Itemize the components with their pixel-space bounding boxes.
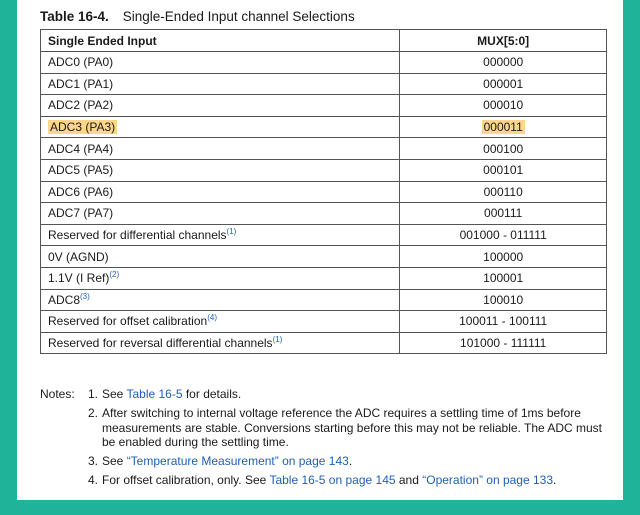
footnote-ref[interactable]: (4)	[207, 313, 217, 323]
mux-cell	[400, 203, 607, 225]
mux-value: 000101	[483, 163, 524, 178]
input-cell	[41, 267, 400, 289]
note-number: 4.	[88, 473, 99, 487]
input-name: ADC3 (PA3)	[50, 120, 116, 135]
mux-value: 001000 - 011111	[459, 228, 547, 243]
mux-value: 000010	[483, 98, 524, 113]
input-cell	[41, 311, 400, 333]
note-text: for details.	[182, 387, 242, 401]
input-cell	[41, 159, 400, 181]
input-name: Reserved for reversal differential channels	[48, 336, 273, 351]
input-name: Reserved for differential channels	[48, 228, 227, 243]
note-text: See	[102, 454, 127, 468]
table-row	[41, 52, 607, 74]
input-cell	[41, 52, 400, 74]
input-cell	[41, 73, 400, 95]
mux-cell	[400, 73, 607, 95]
input-name: 1.1V (I Ref)	[48, 271, 110, 286]
input-cell	[41, 289, 400, 311]
input-name: 0V (AGND)	[48, 249, 109, 264]
table-caption	[40, 9, 355, 25]
note-number: 2.	[88, 406, 99, 420]
table-row	[41, 73, 607, 95]
mux-value: 101000 - 111111	[460, 336, 547, 351]
mux-value: 000111	[484, 206, 523, 221]
input-name: ADC0 (PA0)	[48, 55, 114, 70]
table-title: Single-Ended Input channel Selections	[122, 9, 355, 24]
mux-selection-table	[40, 29, 607, 354]
mux-cell	[400, 332, 607, 354]
input-cell	[41, 332, 400, 354]
table-row	[41, 138, 607, 160]
mux-cell	[400, 95, 607, 117]
input-name: ADC5 (PA5)	[48, 163, 114, 178]
footnote-ref[interactable]: (3)	[80, 291, 90, 301]
mux-cell	[400, 289, 607, 311]
note-text: See	[102, 387, 127, 401]
mux-cell	[400, 311, 607, 333]
temperature-measurement-link[interactable]: “Temperature Measurement” on page 143	[126, 454, 349, 468]
input-name: ADC1 (PA1)	[48, 76, 114, 91]
table-header-row	[41, 30, 607, 52]
input-cell	[41, 203, 400, 225]
operation-link[interactable]: “Operation” on page 133	[422, 473, 554, 487]
table-row	[41, 332, 607, 354]
input-name: ADC2 (PA2)	[48, 98, 114, 113]
note-number: 1.	[88, 387, 99, 401]
table-body	[41, 52, 607, 354]
note-number: 3.	[88, 454, 99, 468]
mux-value: 100000	[483, 249, 524, 264]
mux-cell	[400, 52, 607, 74]
mux-cell	[400, 181, 607, 203]
input-name: ADC7 (PA7)	[48, 206, 114, 221]
mux-cell	[400, 159, 607, 181]
input-cell	[41, 116, 400, 138]
mux-value: 100011 - 100111	[459, 314, 548, 329]
notes-label: Notes:	[40, 387, 75, 401]
table-row	[41, 159, 607, 181]
input-cell	[41, 181, 400, 203]
column-header-mux: MUX[5:0]	[400, 30, 607, 52]
input-cell	[41, 224, 400, 246]
mux-cell	[400, 224, 607, 246]
mux-value: 000000	[483, 55, 524, 70]
table-row	[41, 224, 607, 246]
mux-value: 000001	[483, 76, 524, 91]
input-cell	[41, 138, 400, 160]
table-16-5-page-link[interactable]: Table 16-5 on page 145	[269, 473, 396, 487]
note-3	[88, 454, 618, 469]
table-row	[41, 311, 607, 333]
column-header-input: Single Ended Input	[41, 30, 400, 52]
table-row	[41, 289, 607, 311]
mux-cell	[400, 116, 607, 138]
note-text: .	[553, 473, 557, 487]
mux-cell	[400, 138, 607, 160]
note-1	[88, 387, 618, 402]
input-cell	[41, 95, 400, 117]
note-text: For offset calibration, only. See	[102, 473, 270, 487]
table-row	[41, 181, 607, 203]
input-name: ADC4 (PA4)	[48, 141, 114, 156]
table-row	[41, 203, 607, 225]
input-name: ADC6 (PA6)	[48, 184, 114, 199]
table-row	[41, 246, 607, 268]
note-text: After switching to internal voltage reference the ADC requires a settling time of 1ms before measurements are stable. Conversions starting before this may not be reliable. The ADC must be enabled during the settling time.	[102, 406, 603, 449]
table-number: Table 16-4.	[40, 9, 109, 24]
note-text: .	[348, 454, 353, 468]
note-4	[88, 473, 618, 488]
footnote-ref[interactable]: (1)	[226, 227, 237, 237]
mux-value: 000110	[483, 184, 523, 199]
table-row	[41, 116, 607, 138]
mux-value: 100001	[483, 271, 524, 286]
note-2	[88, 406, 618, 450]
input-name: ADC8	[48, 292, 81, 307]
mux-cell	[400, 246, 607, 268]
mux-value: 000100	[483, 141, 524, 156]
table-row	[41, 95, 607, 117]
footnote-ref[interactable]: (2)	[109, 270, 120, 280]
input-cell	[41, 246, 400, 268]
footnote-ref[interactable]: (1)	[272, 335, 283, 345]
note-text: and	[395, 473, 423, 487]
mux-value: 100010	[483, 292, 524, 307]
mux-value: 000011	[483, 120, 523, 135]
input-name: Reserved for offset calibration	[48, 314, 208, 329]
table-row	[41, 267, 607, 289]
mux-cell	[400, 267, 607, 289]
table-16-5-link[interactable]: Table 16-5	[126, 387, 183, 401]
